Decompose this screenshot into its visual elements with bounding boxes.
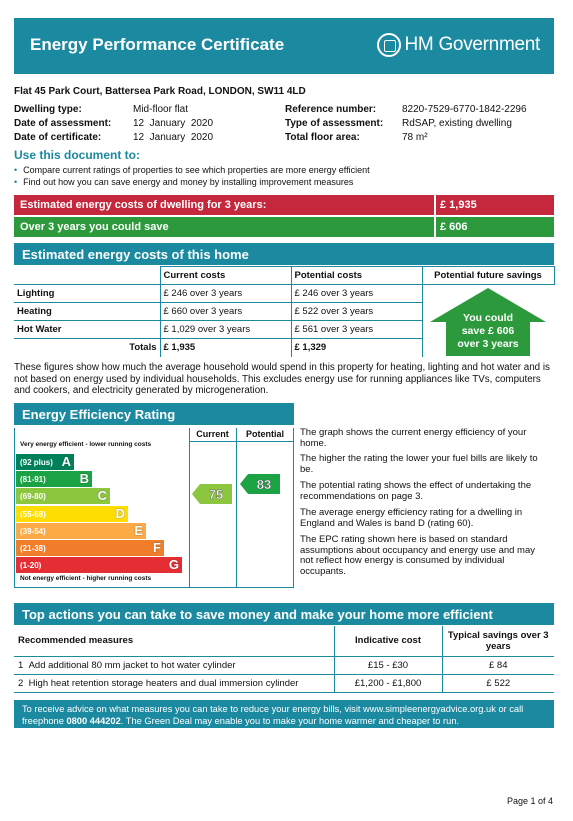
assessment-type-value: RdSAP, existing dwelling [402,118,512,129]
cost-header: Indicative cost [334,626,442,656]
assessment-type-label: Type of assessment: [285,118,384,129]
floor-area-label: Total floor area: [285,132,360,143]
estimated-cost-value: £ 1,935 [440,199,477,211]
bottom-note: Not energy efficient - higher running costs [20,575,152,582]
use-bullet: • Compare current ratings of properties to see which properties are more energy efficient [14,165,370,175]
rating-note: The potential rating shows the effect of undertaking the recommendations on page 3. [300,480,532,502]
estimated-cost-bar [14,195,554,215]
potential-rating-value: 83 [256,477,272,492]
rating-band-d: (55-68) D [16,506,128,522]
measures-header: Recommended measures [14,626,334,656]
totals-row: Totals £ 1,935 £ 1,329 [14,339,554,357]
costs-note: These figures show how much the average household would spend in this property for heating, lighting and hot water and is not based on energy used by individual households. This excludes energy use for running appliances like TVs, computers and cookers, and electricity generated by microgeneration. [14,362,550,396]
freephone-number: 0800 444202 [66,716,121,726]
estimated-cost-label: Estimated energy costs of dwelling for 3 years: [20,199,267,211]
savings-label: Over 3 years you could save [20,221,169,233]
rating-chart [14,428,294,588]
page-title: Energy Performance Certificate [30,35,285,54]
use-bullet: • Find out how you can save energy and money by installing improvement measures [14,177,354,187]
rating-band-g: (1-20) G [16,557,182,573]
advice-banner: To receive advice on what measures you can take to reduce your energy bills, visit www.simpleenergyadvice.org.uk or call freephone 0800 444202. The Green Deal may enable you to make your home warmer and cheaper to run. [14,700,554,728]
current-rating-arrow [192,484,234,504]
header-banner [14,18,554,74]
certificate-date-value: 12 January 2020 [133,132,214,143]
rating-band-a: (92 plus) A [16,454,74,470]
table-row: Heating £ 660 over 3 years £ 522 over 3 years [14,303,554,321]
table-row: Lighting £ 246 over 3 years £ 246 over 3 years [14,285,554,303]
rating-band-c: (69-80) C [16,488,110,504]
dwelling-type-value: Mid-floor flat [133,104,189,115]
page-number: Page 1 of 4 [506,796,553,806]
rating-note: The EPC rating shown here is based on standard assumptions about occupancy and energy use and may not reflect how energy is consumed by individual occupants. [300,534,536,577]
rating-note: The higher the rating the lower your fuel bills are likely to be. [300,453,538,475]
costs-section-header: Estimated energy costs of this home [14,243,554,265]
certificate-date-label: Date of certificate: [14,132,102,143]
current-rating-value: 75 [208,487,224,502]
arrow-text: over 3 years [457,338,519,350]
assessment-date-value: 12 January 2020 [133,118,214,129]
dwelling-type-label: Dwelling type: [14,104,82,115]
actions-section-header: Top actions you can take to save money and make your home more efficient [14,603,554,625]
arrow-text: save £ 606 [461,325,515,337]
gov-logo [377,33,540,57]
potential-rating-arrow [240,474,282,494]
table-row: Hot Water £ 1,029 over 3 years £ 561 over 3 years [14,321,554,339]
reference-value: 8220-7529-6770-1842-2296 [402,104,527,115]
floor-area-value: 78 m² [402,132,428,143]
property-address: Flat 45 Park Court, Battersea Park Road, LONDON, SW11 4LD [14,86,306,97]
table-row: 2 High heat retention storage heaters and dual immersion cylinder £1,200 - £1,800 £ 522 [14,674,554,692]
current-column-header: Current [196,429,229,439]
rating-band-b: (81-91) B [16,471,92,487]
table-row: 1 Add additional 80 mm jacket to hot water cylinder £15 - £30 £ 84 [14,656,554,674]
actions-table [14,626,554,693]
future-savings-header: Potential future savings [422,267,554,285]
potential-column-header: Potential [245,429,284,439]
savings-value: £ 606 [440,221,468,233]
potential-costs-header: Potential costs [291,267,422,285]
savings-header: Typical savings over 3 years [442,626,554,656]
use-title: Use this document to: [14,148,141,162]
arrow-text: You could [463,312,513,324]
assessment-date-label: Date of assessment: [14,118,112,129]
crest-icon [377,33,401,57]
current-costs-header: Current costs [160,267,291,285]
reference-label: Reference number: [285,104,377,115]
rating-band-e: (39-54) E [16,523,146,539]
rating-note: The graph shows the current energy efficiency of your home. [300,427,527,449]
gov-name: HM Government [404,34,540,55]
top-note: Very energy efficient - lower running costs [20,441,152,448]
rating-note: The average energy efficiency rating for a dwelling in England and Wales is band D (rating 60). [300,507,523,529]
rating-section-header: Energy Efficiency Rating [14,403,294,425]
savings-arrow [428,288,548,356]
rating-band-f: (21-38) F [16,540,164,556]
savings-bar [14,217,554,237]
